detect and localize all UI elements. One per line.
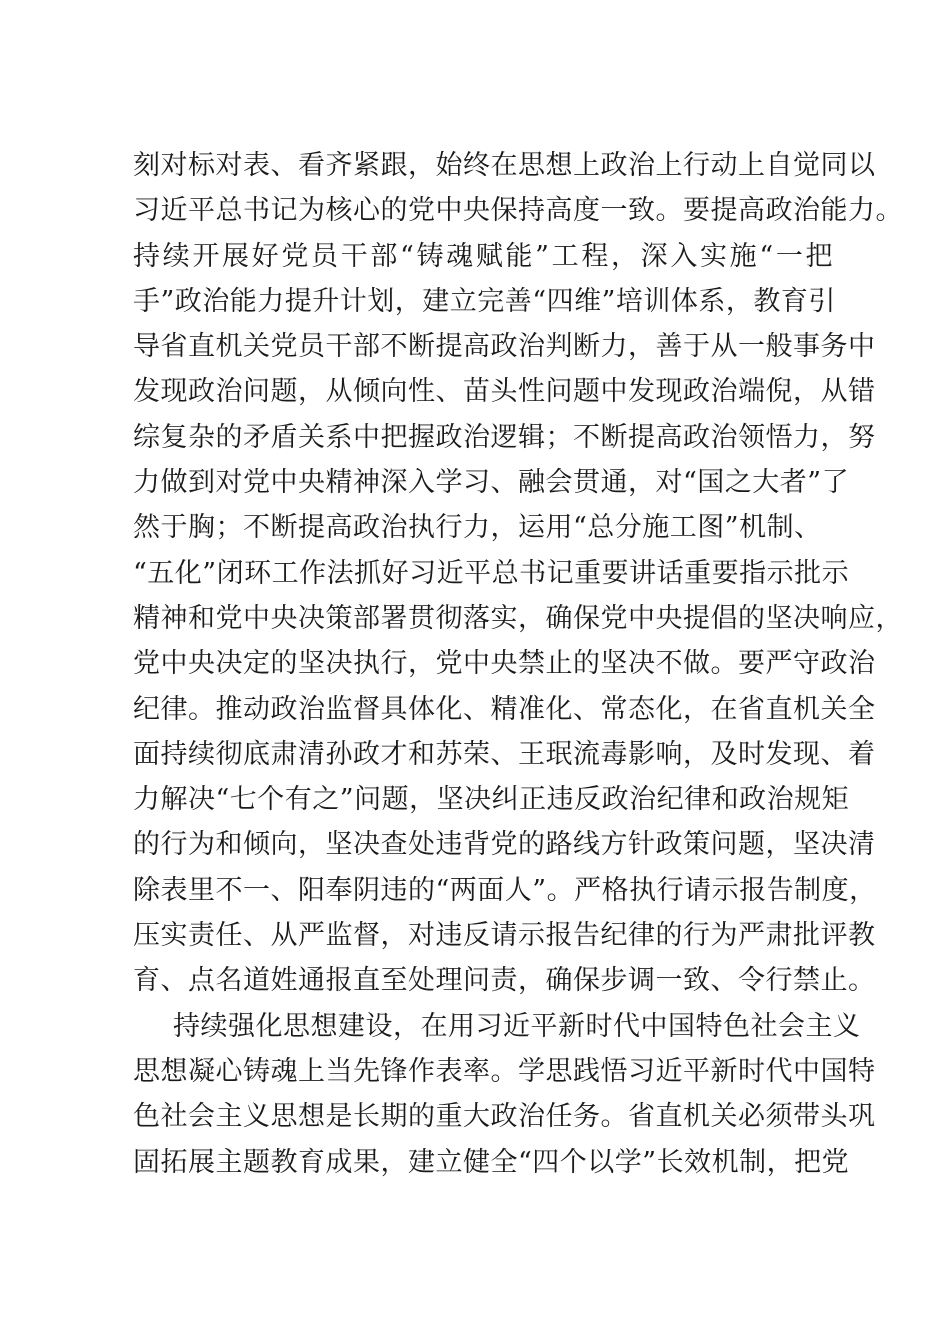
- text-line: 纪律。推动政治监督具体化、精准化、常态化，在省直机关全: [133, 693, 876, 725]
- text-line: 思想凝心铸魂上当先锋作表率。学思践悟习近平新时代中国特: [133, 1055, 876, 1087]
- text-line: 习近平总书记为核心的党中央保持高度一致。要提高政治能力。: [133, 195, 903, 227]
- text-line: 刻对标对表、看齐紧跟，始终在思想上政治上行动上自觉同以: [133, 150, 876, 181]
- text-line: 发现政治问题，从倾向性、苗头性问题中发现政治端倪，从错: [133, 376, 876, 408]
- text-line: 面持续彻底肃清孙政才和苏荣、王珉流毒影响，及时发现、着: [133, 738, 876, 770]
- text-line: 手”政治能力提升计划，建立完善“四维”培训体系，教育引: [133, 285, 836, 317]
- text-line: 力解决“七个有之”问题，坚决纠正违反政治纪律和政治规矩: [133, 784, 850, 816]
- text-line: 固拓展主题教育成果，建立健全“四个以学”长效机制，把党: [133, 1146, 850, 1178]
- text-line: 压实责任、从严监督，对违反请示报告纪律的行为严肃批评教: [133, 920, 876, 952]
- text-line: 力做到对党中央精神深入学习、融会贯通，对“国之大者”了: [133, 467, 850, 499]
- text-line: 除表里不一、阳奉阴违的“两面人”。严格执行请示报告制度，: [133, 874, 877, 906]
- text-line: 然于胸；不断提高政治执行力，运用“总分施工图”机制、: [133, 512, 822, 544]
- text-line: 持续开展好党员干部“铸魂赋能”工程，深入实施“一把: [133, 240, 833, 272]
- text-line: 色社会主义思想是长期的重大政治任务。省直机关必须带头巩: [133, 1101, 876, 1133]
- text-line: 精神和党中央决策部署贯彻落实，确保党中央提倡的坚决响应，: [133, 602, 903, 634]
- text-line: 育、点名道姓通报直至处理问责，确保步调一致、令行禁止。: [133, 965, 876, 997]
- text-line: 的行为和倾向，坚决查处违背党的路线方针政策问题，坚决清: [133, 829, 876, 861]
- paragraph-first-line: 持续强化思想建设，在用习近平新时代中国特色社会主义: [173, 1010, 861, 1042]
- text-line: 党中央决定的坚决执行，党中央禁止的坚决不做。要严守政治: [133, 648, 876, 680]
- text-line: 导省直机关党员干部不断提高政治判断力，善于从一般事务中: [133, 331, 876, 363]
- text-line: 综复杂的矛盾关系中把握政治逻辑；不断提高政治领悟力，努: [133, 421, 876, 453]
- text-line: “五化”闭环工作法抓好习近平总书记重要讲话重要指示批示: [133, 557, 850, 589]
- document-body-text: [133, 143, 903, 1185]
